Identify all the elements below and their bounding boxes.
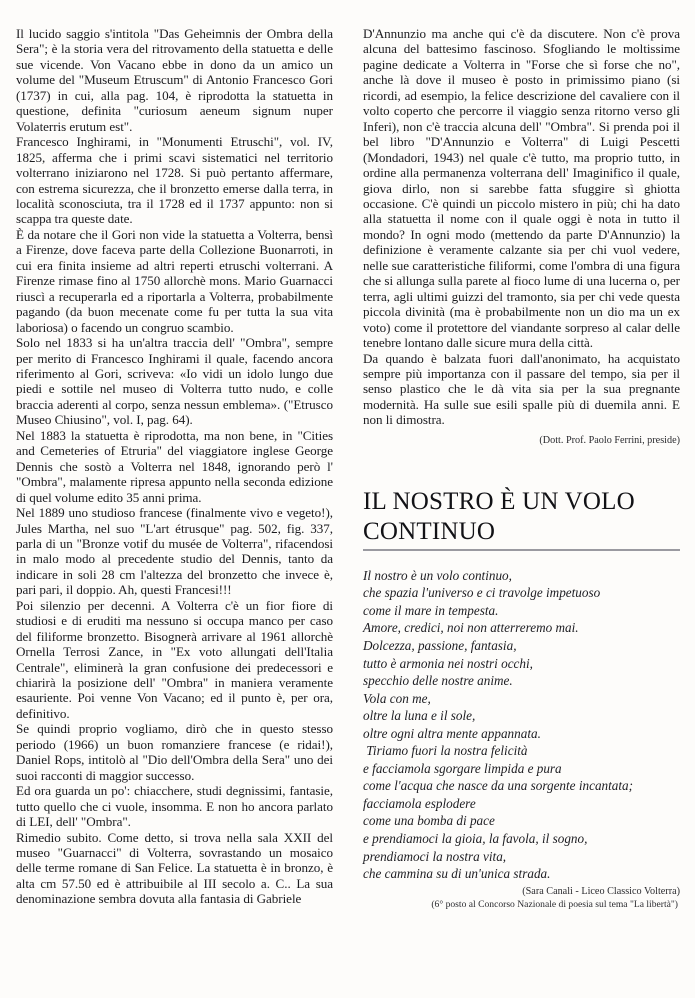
poem-line: come l'acqua che nasce da una sorgente incantata; xyxy=(363,778,634,794)
section-title-line-2: CONTINUO xyxy=(363,517,496,545)
poem-line: Tiriamo fuori la nostra felicità xyxy=(363,743,528,759)
poem-award-note: (6° posto al Concorso Nazionale di poesia sul tema "La libertà") xyxy=(431,898,678,910)
paragraph: Francesco Inghirami, in "Monumenti Etruschi", vol. IV, 1825, afferma che i primi scavi sistematici nel territorio volterrano iniziarono nel 1728. Si può pertanto affermare, con estrema sicurezza, che il bronzetto emerse dalla terra, in località sconosciuta, tra il 1728 ed il 1737 appunto: non si scappa tra queste date. xyxy=(16,134,333,227)
paragraph: Nel 1889 uno studioso francese (finalmente vivo e vegeto!), Jules Martha, nel suo "L'art étrusque" pag. 502, fig. 337, parla di un "Bronze votif du musée de Volterra", rifacendosi in malo modo al precedente studio del Dennis, tanto da indicare in soli 28 cm l'altezza del bronzetto che invece è, pari pari, il doppio. Ah, questi Francesi!!! xyxy=(16,505,333,598)
paragraph: Il lucido saggio s'intitola "Das Geheimnis der Ombra della Sera"; è la storia vera del ritrovamento della statuetta e delle sue vicende. Von Vacano ebbe in dono da un amico un volume del "Museum Etruscum" di Antonio Francesco Gori (1737) in cui, alla pag. 104, è riprodotta la statuetta in questione, definita "curiosum aeneum signum nuper Volaterris erutum est". xyxy=(16,26,333,134)
section-divider xyxy=(363,549,680,551)
poem-credit xyxy=(363,885,680,911)
left-column xyxy=(16,26,333,994)
poem-line: e facciamola sgorgare limpida e pura xyxy=(363,760,562,776)
paragraph: Da quando è balzata fuori dall'anonimato, ha acquistato sempre più importanza con il passare del tempo, sia per il senso plastico che le dà vita sia per la sua pregnante modernità. Ha sulle sue esili spalle più di duemila anni. E non li dimostra. xyxy=(363,350,680,428)
poem-section xyxy=(363,487,680,911)
right-column xyxy=(363,26,680,994)
poem-line: specchio delle nostre anime. xyxy=(363,673,513,689)
paragraph: Se quindi proprio vogliamo, dirò che in questo stesso periodo (1966) un buon romanziere francese (e ridai!), Daniel Rops, intitolò al "Dio dell'Ombra della Sera" uno dei suoi racconti di maggior successo. xyxy=(16,721,333,783)
paragraph: Ed ora guarda un po': chiacchere, studi degnissimi, fantasie, tutto quello che ci vuole, insomma. E non ho ancora parlato di LEI, dell' "Ombra". xyxy=(16,783,333,830)
poem-line: che cammina su di un'unica strada. xyxy=(363,866,551,882)
paragraph: Nel 1883 la statuetta è riprodotta, ma non bene, in "Cities and Cemeteries of Etruria" del viaggiatore inglese George Dennis che sostò a Volterra nel 1848, ignorando però l' "Ombra", malamente ripresa appunto nella seconda edizione di quel volume edito 35 anni prima. xyxy=(16,427,333,505)
poem-line: come una bomba di pace xyxy=(363,813,495,829)
section-title xyxy=(363,487,680,547)
poem-line: oltre la luna e il sole, xyxy=(363,708,476,724)
poem-line: che spazia l'universo e ci travolge impetuoso xyxy=(363,585,601,601)
poem-line: Dolcezza, passione, fantasia, xyxy=(363,637,517,653)
poem-author: (Sara Canali - Liceo Classico Volterra) xyxy=(522,885,680,897)
poem-body xyxy=(363,567,680,883)
article-signature: (Dott. Prof. Paolo Ferrini, preside) xyxy=(539,434,680,446)
poem-line: Il nostro è un volo continuo, xyxy=(363,567,512,583)
poem-line: facciamola esplodere xyxy=(363,795,476,811)
poem-line: e prendiamoci la gioia, la favola, il sogno, xyxy=(363,830,588,846)
paragraph: È da notare che il Gori non vide la statuetta a Volterra, bensì a Firenze, dove faceva parte della Collezione Buonarroti, in cui era finita insieme ad altri reperti etruschi volterrani. A Firenze rimase fino al 1750 allorchè mons. Mario Guarnacci riuscì a recuperarla ed a riportarla a Volterra, probabilmente pagando (da buon mecenate come fu per tutta la sua vita laboriosa) o facendo un congruo scambio. xyxy=(16,226,333,335)
paragraph: Solo nel 1833 si ha un'altra traccia dell' "Ombra", sempre per merito di Francesco Inghirami il quale, facendo ancora riferimento al Gori, scriveva: «Io vidi un idolo lungo due piedi e sottile nel museo di Volterra tutto nudo, e colle braccia aderenti al corpo, senza nessun emblema». ("Etrusco Museo Chiusino", vol. I, pag. 64). xyxy=(16,335,333,428)
paragraph: D'Annunzio ma anche qui c'è da discutere. Non c'è prova alcuna del battesimo fascinoso. Sfogliando le moltissime pagine dedicate a Volterra in "Forse che sì forse che no", anche là dove il museo è posto in primissimo piano (si ricordi, ad esempio, la felice descrizione del cavaliere con il volto coperto che percorre il viaggio senza ritorno verso gli Inferi), non c'è traccia alcuna dell' "Ombra". Si prenda poi il bel libro "D'Annunzio e Volterra" di Luigi Pescetti (Mondadori, 1943) nel quale c'è tutto, ma proprio tutto, in ordine alla permanenza volterrana dell' Imaginifico il quale, giova dirlo, non si sarebbe fatta sfuggire sì ghiotta occasione. C'è quindi un piccolo mistero in più; chi ha dato alla statuetta il nome con il quale oggi è nota in tutto il mondo? In ogni modo (mettendo da parte D'Annunzio) la definizione è veramente calzante sia per chi vuol vedere, nelle sue caratteristiche filiformi, come l'ombra di una figura che si allunga sulla parete al fioco lume di una lucerna o, per terra, agli ultimi guizzi del tramonto, sia per chi vede questa piccola divinità (ma è probabilmente non un dio ma un ex voto) come il protettore del viandante sorpreso al calar delle tenebre lontano dalle sicure mura della città. xyxy=(363,26,680,351)
two-column-layout xyxy=(16,26,681,994)
paragraph: Rimedio subito. Come detto, si trova nella sala XXII del museo "Guarnacci" di Volterra, sovrastando un mosaico delle terme romane di San Felice. La statuetta è in bronzo, è alta cm 57.50 ed è attribuibile al III secolo a. C.. La sua denominazione sembra dovuta alla fantasia di Gabriele xyxy=(16,829,333,907)
section-title-line-1: IL NOSTRO È UN VOLO xyxy=(363,487,635,515)
poem-line: tutto è armonia nei nostri occhi, xyxy=(363,655,533,671)
paragraph: Poi silenzio per decenni. A Volterra c'è un fior fiore di studiosi e di eruditi ma nessuno si occupa manco per caso del filiforme bronzetto. Bisognerà arrivare al 1961 allorchè Ornella Terrosi Zance, in "Ex voto allungati dell'Italia Centrale", eliminerà la gran confusione dei predecessori e chiarirà la posizione dell' "Ombra" in maniera veramente esauriente. Poi venne Von Vacano; ed il punto è, per ora, definitivo. xyxy=(16,597,333,721)
poem-line: oltre ogni altra mente appannata. xyxy=(363,725,541,741)
poem-line: Amore, credici, noi non atterreremo mai. xyxy=(363,620,579,636)
poem-line: Vola con me, xyxy=(363,690,431,706)
poem-line: come il mare in tempesta. xyxy=(363,602,499,618)
poem-line: prendiamoci la nostra vita, xyxy=(363,848,507,864)
